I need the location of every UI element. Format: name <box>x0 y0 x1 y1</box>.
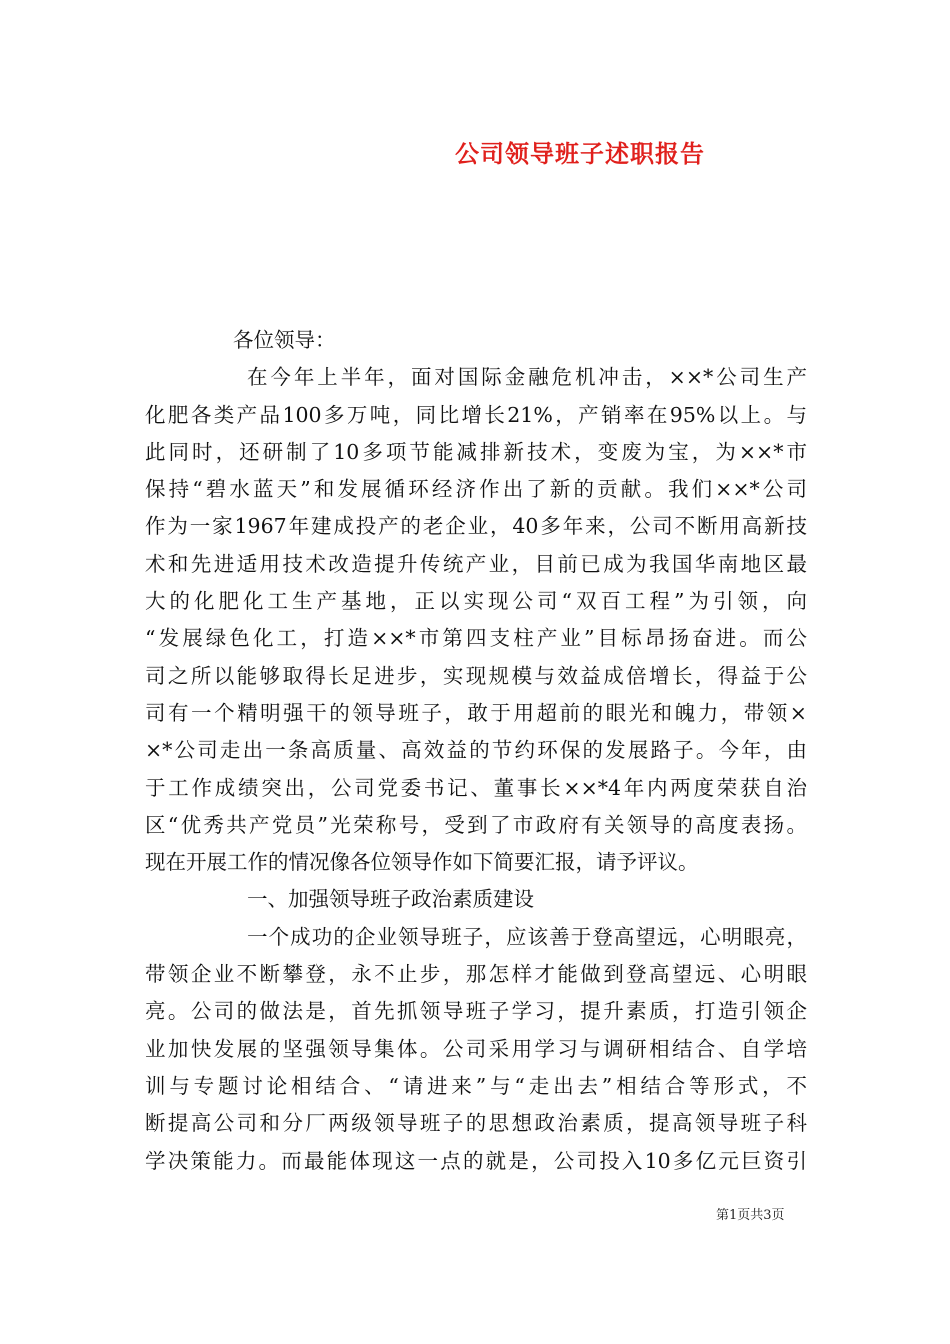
paragraph-line: 学决策能力。而最能体现这一点的就是，公司投入10多亿元巨资引 <box>145 1148 807 1173</box>
paragraph-line: 作为一家1967年建成投产的老企业，40多年来，公司不断用高新技 <box>145 514 807 539</box>
salutation: 各位领导： <box>233 328 336 352</box>
paragraph-line: 带领企业不断攀登，永不止步，那怎样才能做到登高望远、心明眼 <box>145 962 807 987</box>
section-heading: 一、加强领导班子政治素质建设 <box>247 887 534 912</box>
paragraph-line: 此同时，还研制了10多项节能减排新技术，变废为宝，为××*市 <box>145 439 807 464</box>
paragraph-line: ×*公司走出一条高质量、高效益的节约环保的发展路子。今年，由 <box>145 738 807 763</box>
paragraph-line: 训与专题讨论相结合、“请进来”与“走出去”相结合等形式，不 <box>145 1073 807 1098</box>
page-number: 第1页共3页 <box>716 1208 785 1223</box>
paragraph-line: 保持“碧水蓝天”和发展循环经济作出了新的贡献。我们××*公司 <box>145 477 807 502</box>
paragraph-line: 区“优秀共产党员”光荣称号，受到了市政府有关领导的高度表扬。 <box>145 812 807 837</box>
paragraph-line: 亮。公司的做法是，首先抓领导班子学习，提升素质，打造引领企 <box>145 999 807 1024</box>
paragraph-line: 大的化肥化工生产基地，正以实现公司“双百工程”为引领，向 <box>145 589 807 614</box>
paragraph-line: 在今年上半年，面对国际金融危机冲击，××*公司生产 <box>247 365 807 390</box>
paragraph-line: 司有一个精明强干的领导班子，敢于用超前的眼光和魄力，带领× <box>145 700 807 725</box>
paragraph-line: 现在开展工作的情况像各位领导作如下简要汇报，请予评议。 <box>145 850 699 875</box>
paragraph-line: 司之所以能够取得长足进步，实现规模与效益成倍增长，得益于公 <box>145 663 807 688</box>
paragraph-line: “发展绿色化工，打造××*市第四支柱产业”目标昂扬奋进。而公 <box>145 626 807 651</box>
paragraph-line: 一个成功的企业领导班子，应该善于登高望远，心明眼亮， <box>247 924 807 949</box>
paragraph-line: 术和先进适用技术改造提升传统产业，目前已成为我国华南地区最 <box>145 551 807 576</box>
paragraph-line: 断提高公司和分厂两级领导班子的思想政治素质，提高领导班子科 <box>145 1111 807 1136</box>
document-title: 公司领导班子述职报告 <box>455 139 705 168</box>
paragraph-line: 化肥各类产品100多万吨，同比增长21%，产销率在95%以上。与 <box>145 402 807 427</box>
document-body <box>145 322 807 1180</box>
paragraph-line: 于工作成绩突出，公司党委书记、董事长××*4年内两度荣获自治 <box>145 775 807 800</box>
paragraph-line: 业加快发展的坚强领导集体。公司采用学习与调研相结合、自学培 <box>145 1036 807 1061</box>
